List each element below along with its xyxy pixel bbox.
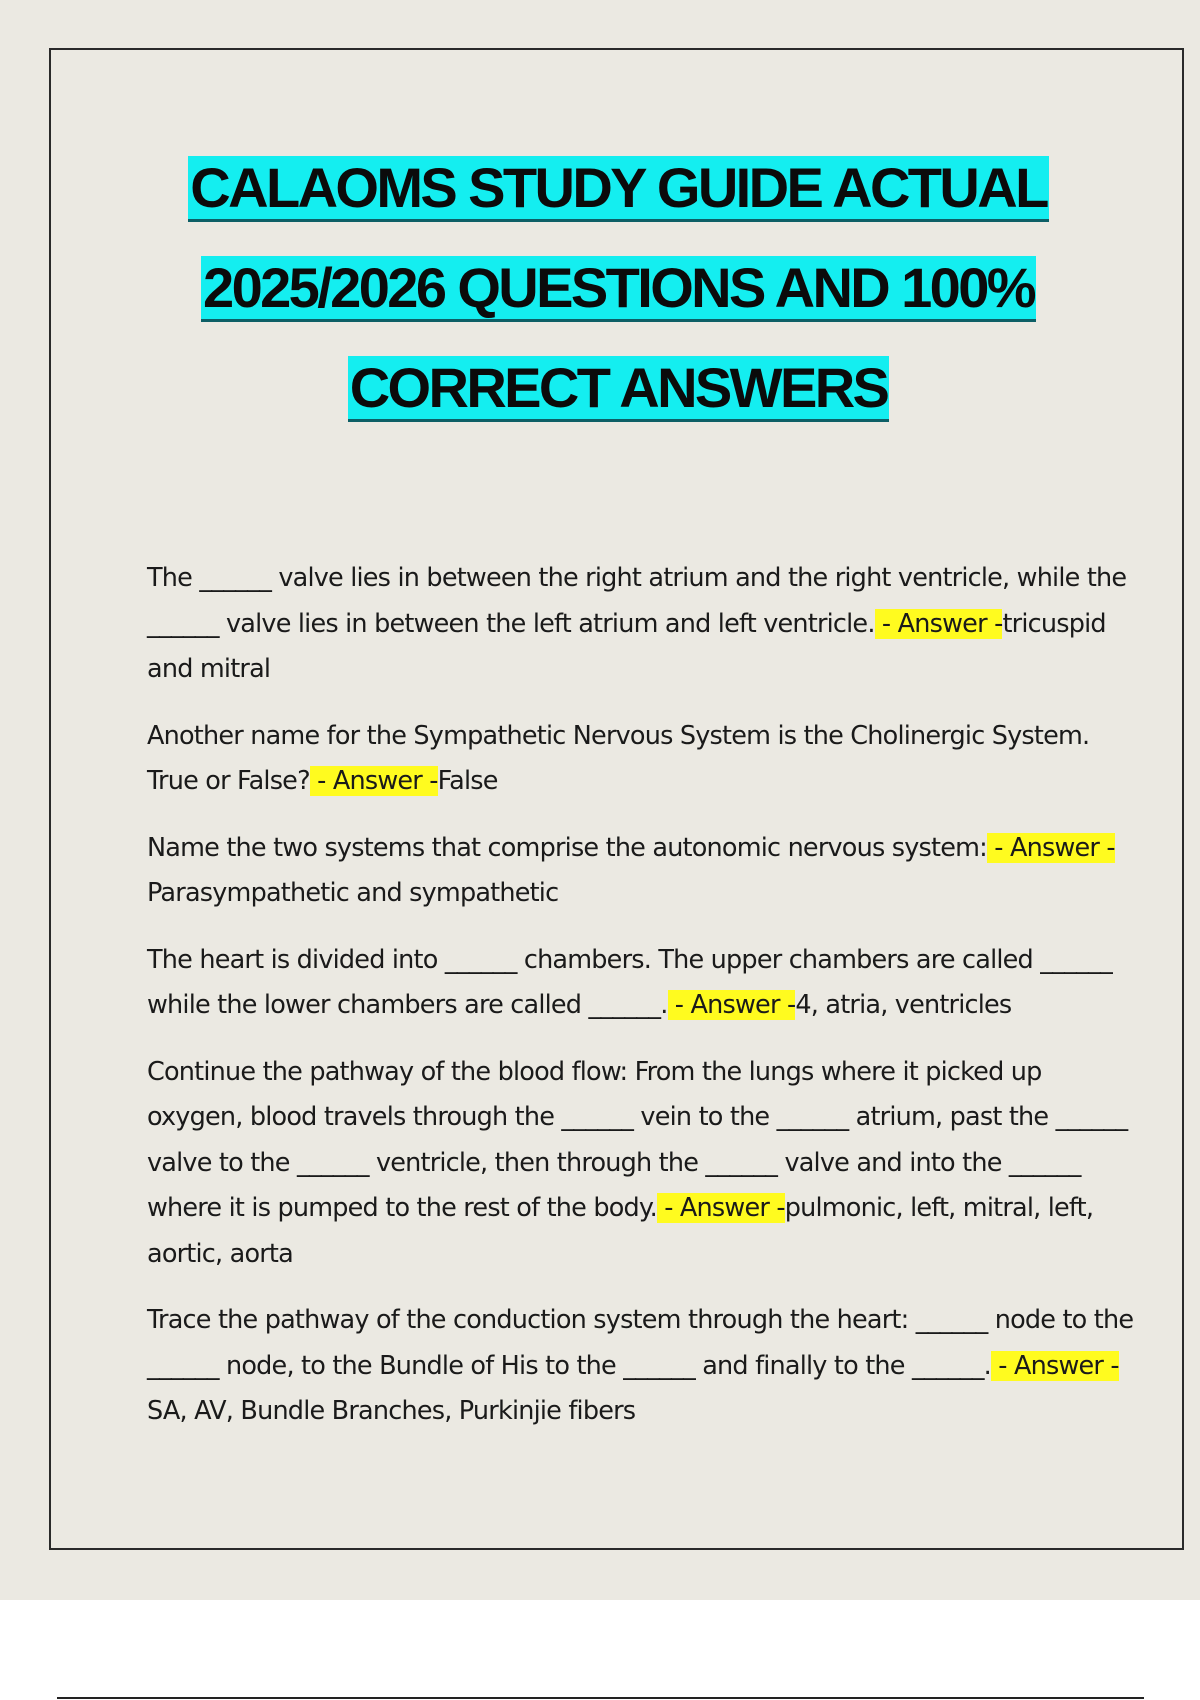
- answer-label: - Answer -: [309, 766, 438, 796]
- answer-text: Parasympathetic and sympathetic: [147, 878, 559, 908]
- answer-text: 4, atria, ventricles: [795, 990, 1012, 1020]
- answer-text: SA, AV, Bundle Branches, Purkinjie fibers: [147, 1396, 636, 1426]
- document-title: [51, 138, 1186, 438]
- question-text: Trace the pathway of the conduction system through the heart: ______ node to the ______ node, to the Bundle of His to the ______ and finally to the ______.: [147, 1305, 1134, 1381]
- qa-item: [147, 938, 1137, 1029]
- question-text: The heart is divided into ______ chambers. The upper chambers are called ______ while the lower chambers are called ______.: [147, 944, 1112, 1020]
- answer-text: tricuspid and mitral: [147, 608, 1106, 684]
- qa-item: [147, 826, 1137, 917]
- question-text: Continue the pathway of the blood flow: From the lungs where it picked up oxygen, blood travels through the ______ vein to the ______ atrium, past the ______ valve to the ______ ventricle, then through the ______ valve and into the ______ where it is pumped to the rest of the body.: [147, 1056, 1128, 1223]
- answer-text: False: [437, 766, 498, 796]
- answer-label: - Answer -: [667, 990, 796, 1020]
- answer-label: - Answer -: [990, 1350, 1119, 1381]
- answer-label: - Answer -: [986, 832, 1115, 863]
- footer-rule: [57, 1697, 1144, 1699]
- document-frame: [49, 48, 1184, 1550]
- qa-item: [147, 714, 1137, 805]
- qa-item: [147, 556, 1137, 693]
- title-line-2: 2025/2026 QUESTIONS AND 100%: [51, 238, 1186, 338]
- qa-item: [147, 1050, 1137, 1278]
- qa-list: [147, 556, 1137, 1456]
- title-line-3: CORRECT ANSWERS: [51, 338, 1186, 438]
- answer-label: - Answer -: [656, 1193, 785, 1223]
- qa-item: [147, 1298, 1137, 1435]
- question-text: The ______ valve lies in between the right atrium and the right ventricle, while the ______ valve lies in between the left atrium and left ventricle.: [147, 563, 1127, 639]
- answer-text: pulmonic, left, mitral, left, aortic, aorta: [147, 1193, 1094, 1269]
- question-text: Name the two systems that comprise the autonomic nervous system:: [147, 832, 987, 863]
- answer-label: - Answer -: [874, 608, 1003, 639]
- title-line-1: CALAOMS STUDY GUIDE ACTUAL: [51, 138, 1186, 238]
- question-text: Another name for the Sympathetic Nervous System is the Cholinergic System. True or False?: [147, 720, 1090, 796]
